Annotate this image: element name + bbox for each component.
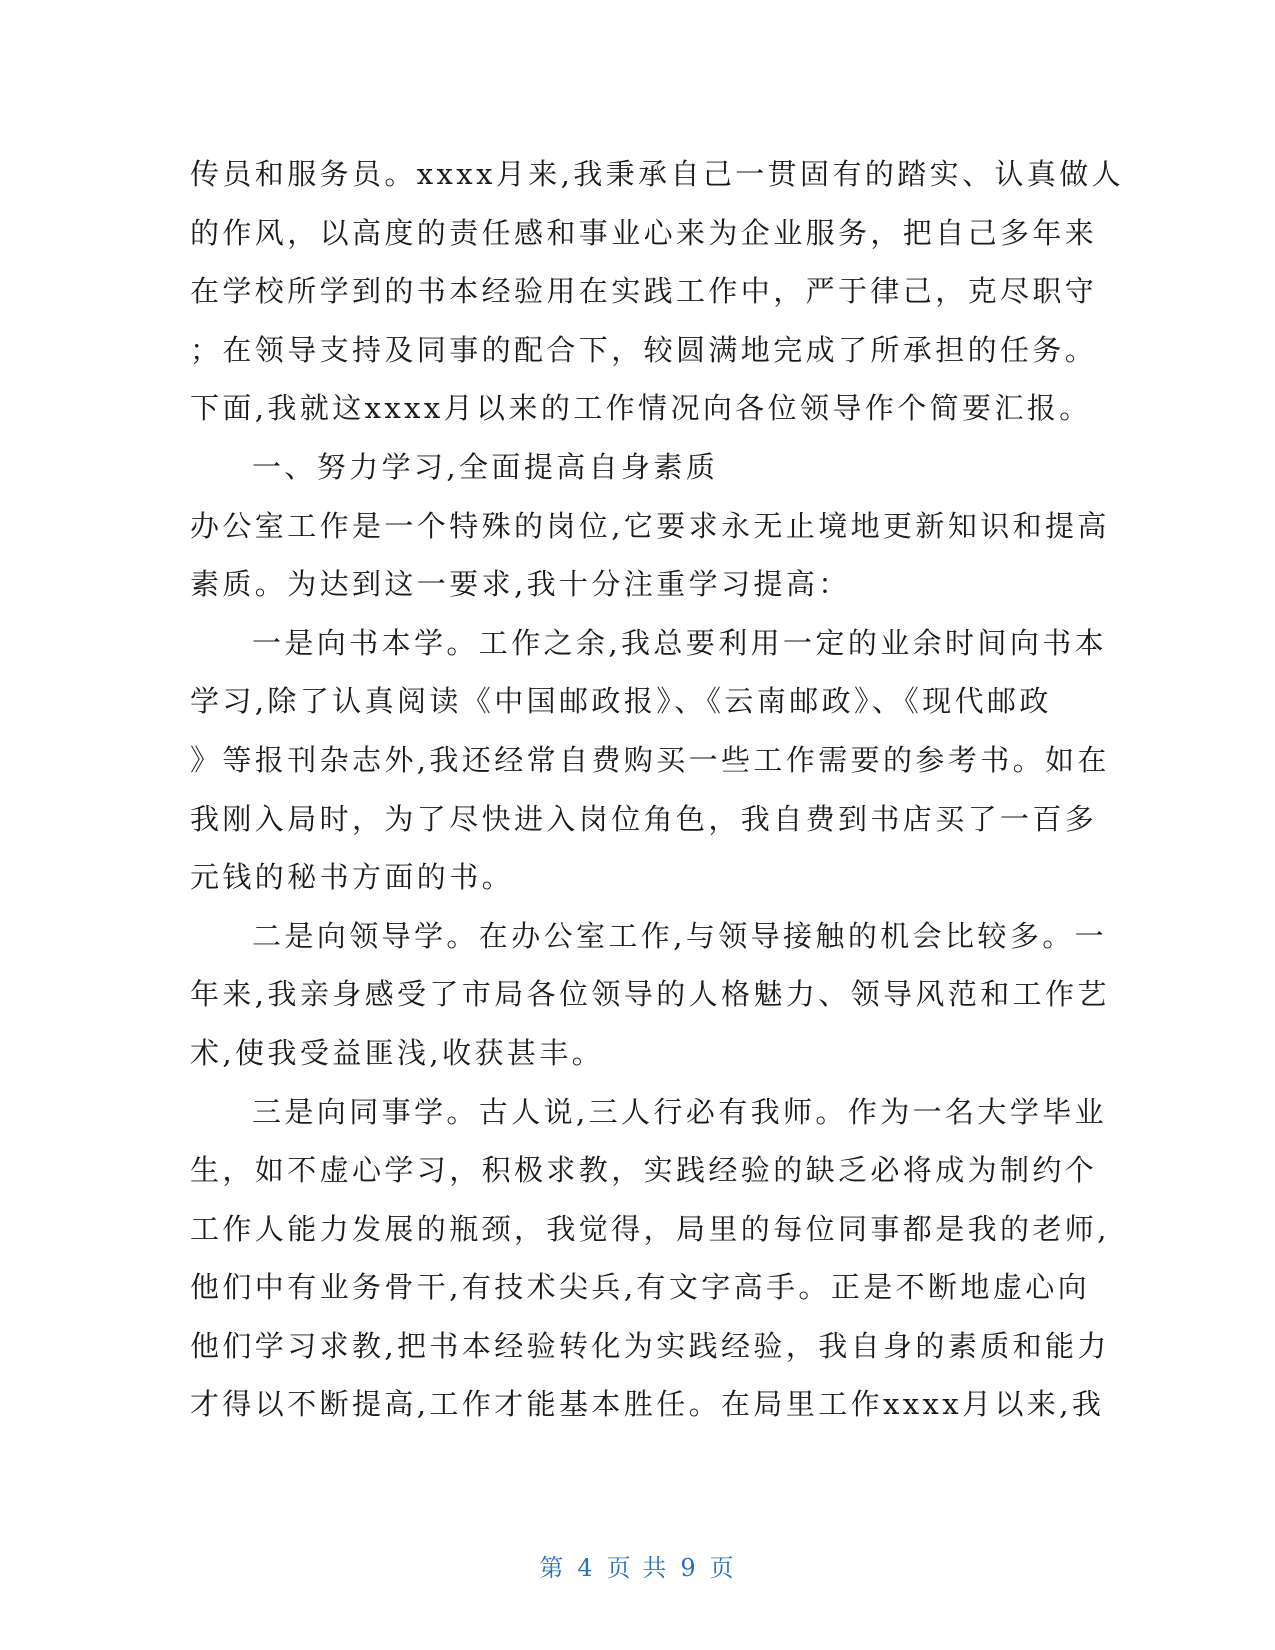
current-page-number: 4 — [577, 1554, 595, 1582]
text-line: 工作人能力发展的瓶颈，我觉得，局里的每位同事都是我的老师, — [190, 1211, 1110, 1246]
text-line: 三是向同事学。古人说,三人行必有我师。作为一名大学毕业 — [252, 1094, 1108, 1129]
total-page-count: 9 — [680, 1554, 698, 1582]
text-line: 我刚入局时，为了尽快进入岗位角色，我自费到书店买了一百多 — [190, 801, 1098, 836]
text-line: 办公室工作是一个特殊的岗位,它要求永无止境地更新知识和提高 — [190, 508, 1110, 543]
text-line: 才得以不断提高,工作才能基本胜任。在局里工作xxxx月以来,我 — [190, 1387, 1105, 1422]
text-line: 传员和服务员。xxxx月来,我秉承自己一贯固有的踏实、认真做人 — [190, 157, 1125, 191]
text-line: 他们学习求教,把书本经验转化为实践经验，我自身的素质和能力 — [190, 1328, 1110, 1363]
text-line: 学习,除了认真阅读《中国邮政报》、《云南邮政》、《现代邮政 — [190, 684, 1052, 719]
text-line: 》等报刊杂志外,我还经常自费购买一些工作需要的参考书。如在 — [190, 742, 1110, 777]
text-line: 下面,我就这xxxx月以来的工作情况向各位领导作个简要汇报。 — [190, 391, 1092, 426]
body-text — [190, 145, 1125, 1434]
text-line: 的作风，以高度的责任感和事业心来为企业服务，把自己多年来 — [190, 215, 1098, 250]
text-line: 素质。为达到这一要求,我十分注重学习提高： — [190, 567, 851, 602]
footer-middle: 页 共 — [606, 1554, 669, 1582]
text-line: 在学校所学到的书本经验用在实践工作中，严于律己，克尽职守 — [190, 274, 1098, 309]
text-line: ；在领导支持及同事的配合下，较圆满地完成了所承担的任务。 — [190, 332, 1098, 367]
text-line: 生，如不虚心学习，积极求教，实践经验的缺乏必将成为制约个 — [190, 1153, 1098, 1188]
text-line: 元钱的秘书方面的书。 — [190, 860, 515, 895]
text-line: 他们中有业务骨干,有技术尖兵,有文字高手。正是不断地虚心向 — [190, 1270, 1091, 1305]
text-line: 二是向领导学。在办公室工作,与领导接触的机会比较多。一 — [252, 918, 1108, 953]
footer-prefix: 第 — [539, 1554, 566, 1582]
text-line: 年来,我亲身感受了市局各位领导的人格魅力、领导风范和工作艺 — [190, 977, 1110, 1012]
section-heading: 一、努力学习,全面提高自身素质 — [252, 449, 719, 484]
footer-suffix: 页 — [709, 1554, 736, 1582]
page-footer — [0, 1548, 1275, 1583]
text-line: 术,使我受益匪浅,收获甚丰。 — [190, 1035, 605, 1070]
text-line: 一是向书本学。工作之余,我总要利用一定的业余时间向书本 — [252, 625, 1108, 660]
